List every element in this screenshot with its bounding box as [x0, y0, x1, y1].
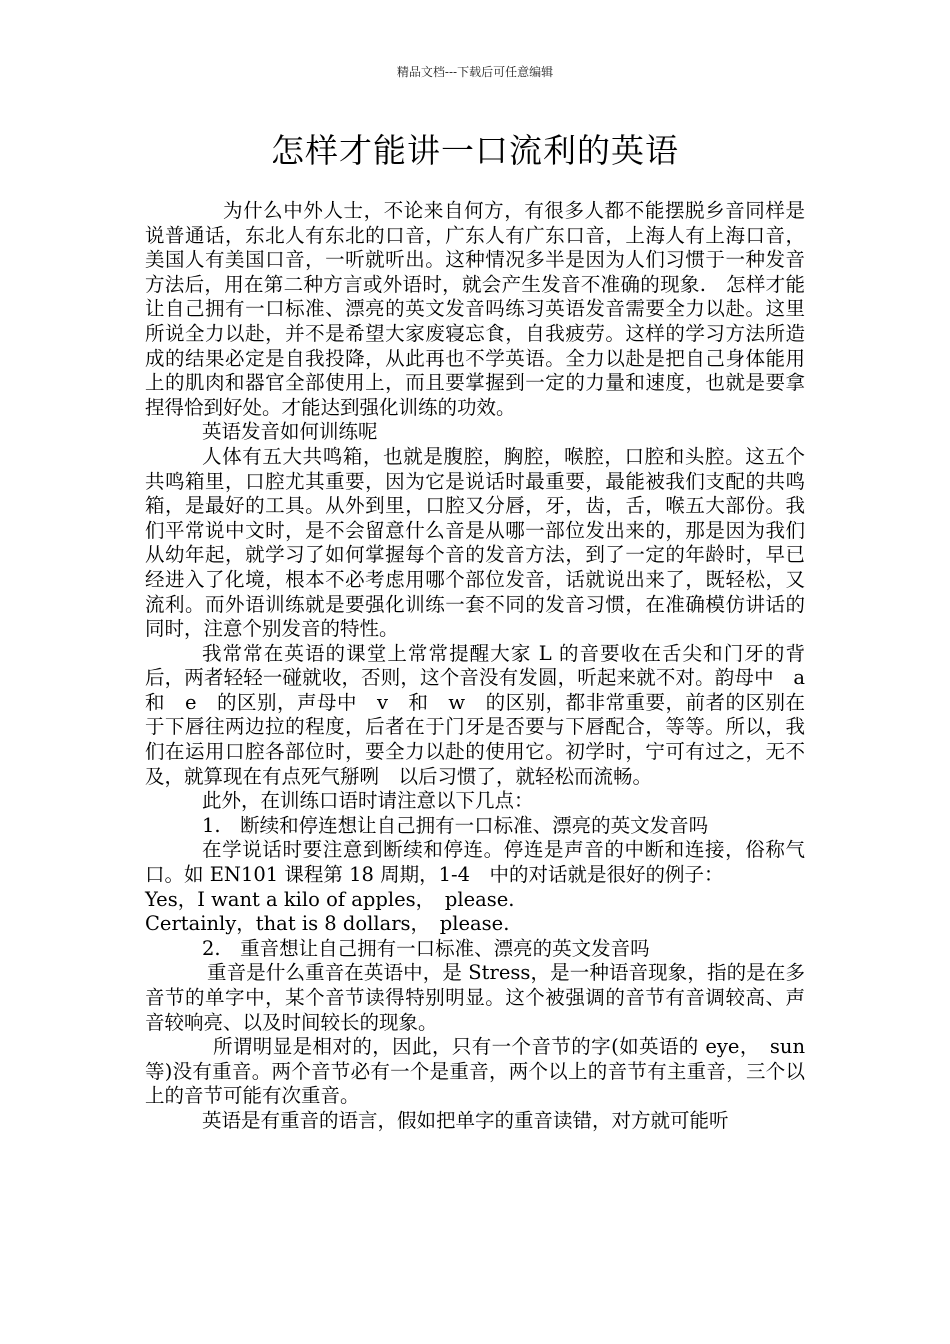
- paragraph-stress-syllables: 所谓明显是相对的，因此，只有一个音节的字(如英语的 eye， sun 等)没有重音。两个音节必有一个是重音，两个以上的音节有主重音，三个以上的音节可能有次重音。: [145, 1035, 805, 1108]
- list-item-pauses: 1. 断续和停连想让自己拥有一口标准、漂亮的英文发音吗: [202, 813, 709, 837]
- document-title: 怎样才能讲一口流利的英语: [271, 131, 679, 170]
- example-sentence: Certainly，that is 8 dollars， please.: [145, 912, 510, 936]
- section-heading-pronunciation: 英语发音如何训练呢: [202, 420, 378, 444]
- paragraph-classroom: 我常常在英语的课堂上常常提醒大家 L 的音要收在舌尖和门牙的背后，两者轻轻一碰就收，否则，这个音没有发圆，听起来就不对。韵母中 a 和 e 的区别，声母中 v 和 w 的区别，都非常重要，前者的区别在于下唇往两边拉的程度，后者在于门牙是否要与下唇配合，等等。所以，我们在运用口腔各部位时，要全力以赴的使用它。初学时，宁可有过之，无不及，就算现在有点死气掰咧 以后习惯了，就轻松而流畅。: [145, 641, 825, 788]
- example-sentence: Yes，I want a kilo of apples， please.: [145, 887, 515, 911]
- paragraph-stress-definition: 重音是什么重音在英语中，是 Stress，是一种语音现象，指的是在多音节的单字中，某个音节读得特别明显。这个被强调的音节有音调较高、声音较响亮、以及时间较长的现象。: [145, 961, 805, 1034]
- document-body: [145, 199, 825, 1134]
- paragraph-pauses: 在学说话时要注意到断续和停连。停连是声音的中断和连接，俗称气口。如 EN101 课程第 18 周期，1-4 中的对话就是很好的例子：: [145, 838, 805, 887]
- paragraph-resonance: 人体有五大共鸣箱，也就是腹腔，胸腔，喉腔，口腔和头腔。这五个共鸣箱里，口腔尤其重要，因为它是说话时最重要，最能被我们支配的共鸣箱，是最好的工具。从外到里，口腔又分唇，牙，齿，舌，喉五大部份。我们平常说中文时，是不会留意什么音是从哪一部位发出来的，那是因为我们从幼年起，就学习了如何掌握每个音的发音方法，到了一定的年龄时，早已经进入了化境，根本不必考虑用哪个部位发音，话就说出来了，既轻松，又流利。而外语训练就是要强化训练一套不同的发音习惯，在准确模仿讲话的同时，注意个别发音的特性。: [145, 444, 805, 641]
- paragraph-notes-intro: 此外，在训练口语时请注意以下几点：: [202, 789, 534, 813]
- page-header: 精品文档---下载后可任意编辑: [396, 65, 554, 79]
- list-item-stress: 2. 重音想让自己拥有一口标准、漂亮的英文发音吗: [202, 936, 650, 960]
- paragraph-intro: 为什么中外人士，不论来自何方，有很多人都不能摆脱乡音同样是说普通话，东北人有东北的口音，广东人有广东口音，上海人有上海口音，美国人有美国口音，一听就听出。这种情况多半是因为人们习惯于一种发音方法后，用在第二种方言或外语时，就会产生发音不准确的现象. 怎样才能让自己拥有一口标准、漂亮的英文发音吗练习英语发音需要全力以赴。这里所说全力以赴，并不是希望大家废寝忘食，自我疲劳。这样的学习方法所造成的结果必定是自我投降，从此再也不学英语。全力以赴是把自己身体能用上的肌肉和器官全部使用上，而且要掌握到一定的力量和速度，也就是要拿捏得恰到好处。才能达到强化训练的功效。: [145, 199, 805, 419]
- paragraph-stress-importance: 英语是有重音的语言，假如把单字的重音读错，对方就可能听: [202, 1108, 729, 1132]
